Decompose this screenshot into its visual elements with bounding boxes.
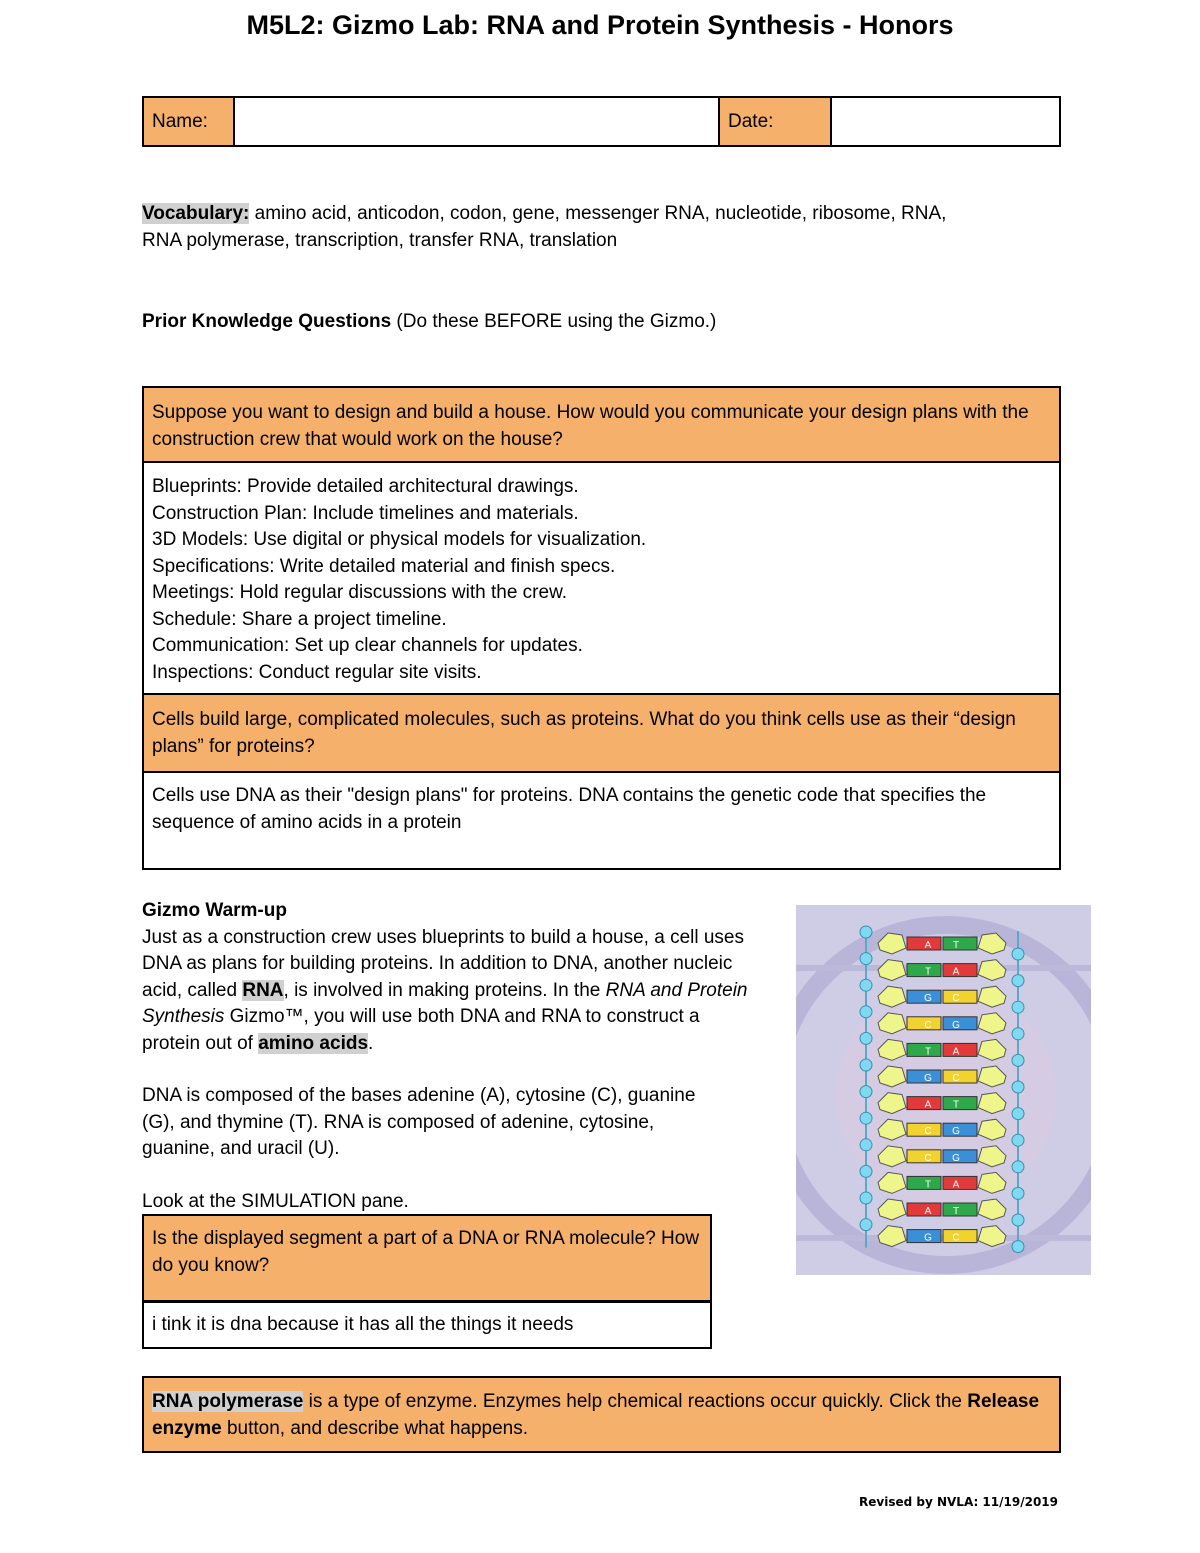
phosphate-right <box>1012 1187 1024 1199</box>
base-letter-left: T <box>924 966 932 978</box>
sugar-left <box>878 1199 906 1220</box>
prior-knowledge-title: Prior Knowledge Questions <box>142 311 392 332</box>
warmup-paragraph-3: Look at the SIMULATION pane. <box>142 1190 409 1212</box>
phosphate-right <box>1012 1081 1024 1093</box>
base-letter-right: A <box>952 966 960 978</box>
base-right <box>943 1017 977 1030</box>
phosphate-right <box>1012 1108 1024 1120</box>
base-right <box>943 1097 977 1110</box>
sugar-right <box>978 1199 1006 1220</box>
answer-1-line: 3D Models: Use digital or physical models for visualization. <box>152 529 647 550</box>
rna-term: RNA <box>242 979 284 1001</box>
answer-1-line: Meetings: Hold regular discussions with the crew. <box>152 582 568 603</box>
warmup-heading: Gizmo Warm-up <box>142 900 287 921</box>
base-right <box>943 1123 977 1136</box>
answer-1[interactable] <box>144 463 1059 693</box>
base-right <box>943 1150 977 1163</box>
question-4 <box>144 1378 1059 1451</box>
base-letter-left: A <box>924 1206 932 1217</box>
base-right <box>943 990 977 1003</box>
phosphate-left <box>860 1059 872 1071</box>
phosphate-right <box>1012 1214 1024 1226</box>
enzyme-text-2: button, and describe what happens. <box>221 1417 529 1439</box>
base-right <box>943 1176 977 1189</box>
base-letter-left: A <box>924 1099 932 1111</box>
base-letter-right: G <box>952 1152 960 1164</box>
phosphate-left <box>860 1165 872 1177</box>
answer-1-line: Blueprints: Provide detailed architectural drawings. <box>152 476 579 497</box>
base-letter-right: C <box>952 1232 960 1244</box>
phosphate-left <box>860 1192 872 1204</box>
sugar-left <box>878 1226 906 1247</box>
phosphate-left <box>860 953 872 965</box>
base-letter-right: C <box>952 1073 960 1084</box>
gizmo-name: RNA and Protein Synthesis <box>142 979 748 1027</box>
phosphate-right <box>1012 1054 1024 1066</box>
base-letter-right: T <box>952 1099 960 1111</box>
warmup-p1-d: . <box>368 1032 374 1054</box>
phosphate-left <box>860 1139 872 1151</box>
phosphate-right <box>1012 1134 1024 1146</box>
answer-1-line: Inspections: Conduct regular site visits. <box>152 661 482 683</box>
vocabulary-line1: amino acid, anticodon, codon, gene, messenger RNA, nucleotide, ribosome, RNA, <box>249 203 947 224</box>
warmup-paragraph-1 <box>142 925 762 1058</box>
sugar-right <box>978 960 1006 981</box>
answer-2[interactable]: Cells use DNA as their "design plans" for proteins. DNA contains the genetic code that specifies the sequence of amino acids in a protein <box>152 785 987 833</box>
date-field[interactable] <box>831 97 1060 146</box>
prior-knowledge-heading <box>142 309 716 336</box>
answer-1-line: Schedule: Share a project timeline. <box>152 608 447 630</box>
release-enzyme-term: Release enzyme <box>152 1391 1040 1439</box>
base-letter-left: T <box>924 1046 932 1058</box>
base-letter-right: T <box>952 1206 960 1217</box>
base-letter-left: C <box>924 1019 932 1031</box>
phosphate-right <box>1012 1001 1024 1013</box>
base-letter-right: A <box>952 1179 960 1191</box>
base-letter-left: G <box>924 1232 932 1244</box>
prior-knowledge-note: (Do these BEFORE using the Gizmo.) <box>391 311 717 332</box>
phosphate-left <box>860 979 872 991</box>
base-right <box>943 1230 977 1243</box>
answer-1-line: Communication: Set up clear channels for updates. <box>152 635 583 656</box>
base-right <box>943 937 977 950</box>
answer-1-line: Specifications: Write detailed material and finish specs. <box>152 555 616 577</box>
phosphate-right <box>1012 1161 1024 1173</box>
base-right <box>943 1070 977 1083</box>
warmup-text <box>142 898 762 1215</box>
name-date-table <box>142 96 1061 147</box>
base-letter-left: C <box>924 1126 932 1138</box>
phosphate-right <box>1012 1241 1024 1253</box>
date-label: Date: <box>719 97 831 146</box>
base-letter-left: G <box>924 993 932 1005</box>
question-1: Suppose you want to design and build a house. How would you communicate your design plans with the construction crew that would work on the house? <box>144 388 1059 461</box>
revision-footer: Revised by NVLA: 11/19/2019 <box>859 1495 1058 1509</box>
amino-acids-term: amino acids <box>258 1032 369 1054</box>
base-right <box>943 964 977 977</box>
name-label: Name: <box>143 97 234 146</box>
phosphate-left <box>860 1032 872 1044</box>
sugar-right <box>978 1226 1006 1247</box>
enzyme-text-1: is a type of enzyme. Enzymes help chemical reactions occur quickly. Click the <box>303 1391 968 1412</box>
question-3: Is the displayed segment a part of a DNA or RNA molecule? How do you know? <box>144 1216 710 1300</box>
simulation-pane <box>796 905 1091 1275</box>
base-letter-right: G <box>952 1019 960 1031</box>
warmup-p1-b: , is involved in making proteins. In the <box>283 979 606 1001</box>
base-right <box>943 1043 977 1056</box>
base-letter-right: T <box>952 940 960 951</box>
phosphate-left <box>860 926 872 938</box>
phosphate-left <box>860 1219 872 1231</box>
sugar-left <box>878 960 906 981</box>
base-letter-left: A <box>924 940 932 951</box>
answer-1-line: Construction Plan: Include timelines and materials. <box>152 502 579 524</box>
base-letter-left: G <box>924 1073 932 1084</box>
warmup-p1-a: Just as a construction crew uses blueprints to build a house, a cell uses DNA as plans for building proteins. In addition to DNA, another nucleic acid, called <box>142 926 744 1001</box>
question-2: Cells build large, complicated molecules, such as proteins. What do you think cells use as their “design plans” for proteins? <box>144 695 1059 771</box>
phosphate-right <box>1012 975 1024 987</box>
dna-diagram <box>796 905 1091 1275</box>
warmup-paragraph-2: DNA is composed of the bases adenine (A), cytosine (C), guanine (G), and thymine (T). RNA is composed of adenine, cytosine, guanine, and uracil (U). <box>142 1085 696 1159</box>
base-letter-right: C <box>952 993 960 1005</box>
phosphate-left <box>860 1086 872 1098</box>
base-letter-right: A <box>952 1046 960 1058</box>
phosphate-right <box>1012 948 1024 960</box>
phosphate-right <box>1012 1028 1024 1040</box>
phosphate-left <box>860 1112 872 1124</box>
phosphate-left <box>860 1006 872 1018</box>
base-right <box>943 1203 977 1216</box>
name-field[interactable] <box>234 97 719 146</box>
vocabulary-line2: RNA polymerase, transcription, transfer RNA, translation <box>142 229 618 251</box>
rna-polymerase-term: RNA polymerase <box>152 1391 304 1412</box>
base-letter-left: T <box>924 1179 932 1191</box>
vocabulary-label: Vocabulary: <box>142 203 250 224</box>
base-letter-left: C <box>924 1152 932 1164</box>
page-title: M5L2: Gizmo Lab: RNA and Protein Synthesis - Honors <box>246 10 954 40</box>
answer-3[interactable]: i tink it is dna because it has all the things it needs <box>152 1314 574 1335</box>
base-letter-right: G <box>952 1126 960 1138</box>
vocabulary <box>142 201 1072 254</box>
warmup-p1-c: Gizmo™, you will use both DNA and RNA to construct a protein out of <box>142 1006 700 1054</box>
